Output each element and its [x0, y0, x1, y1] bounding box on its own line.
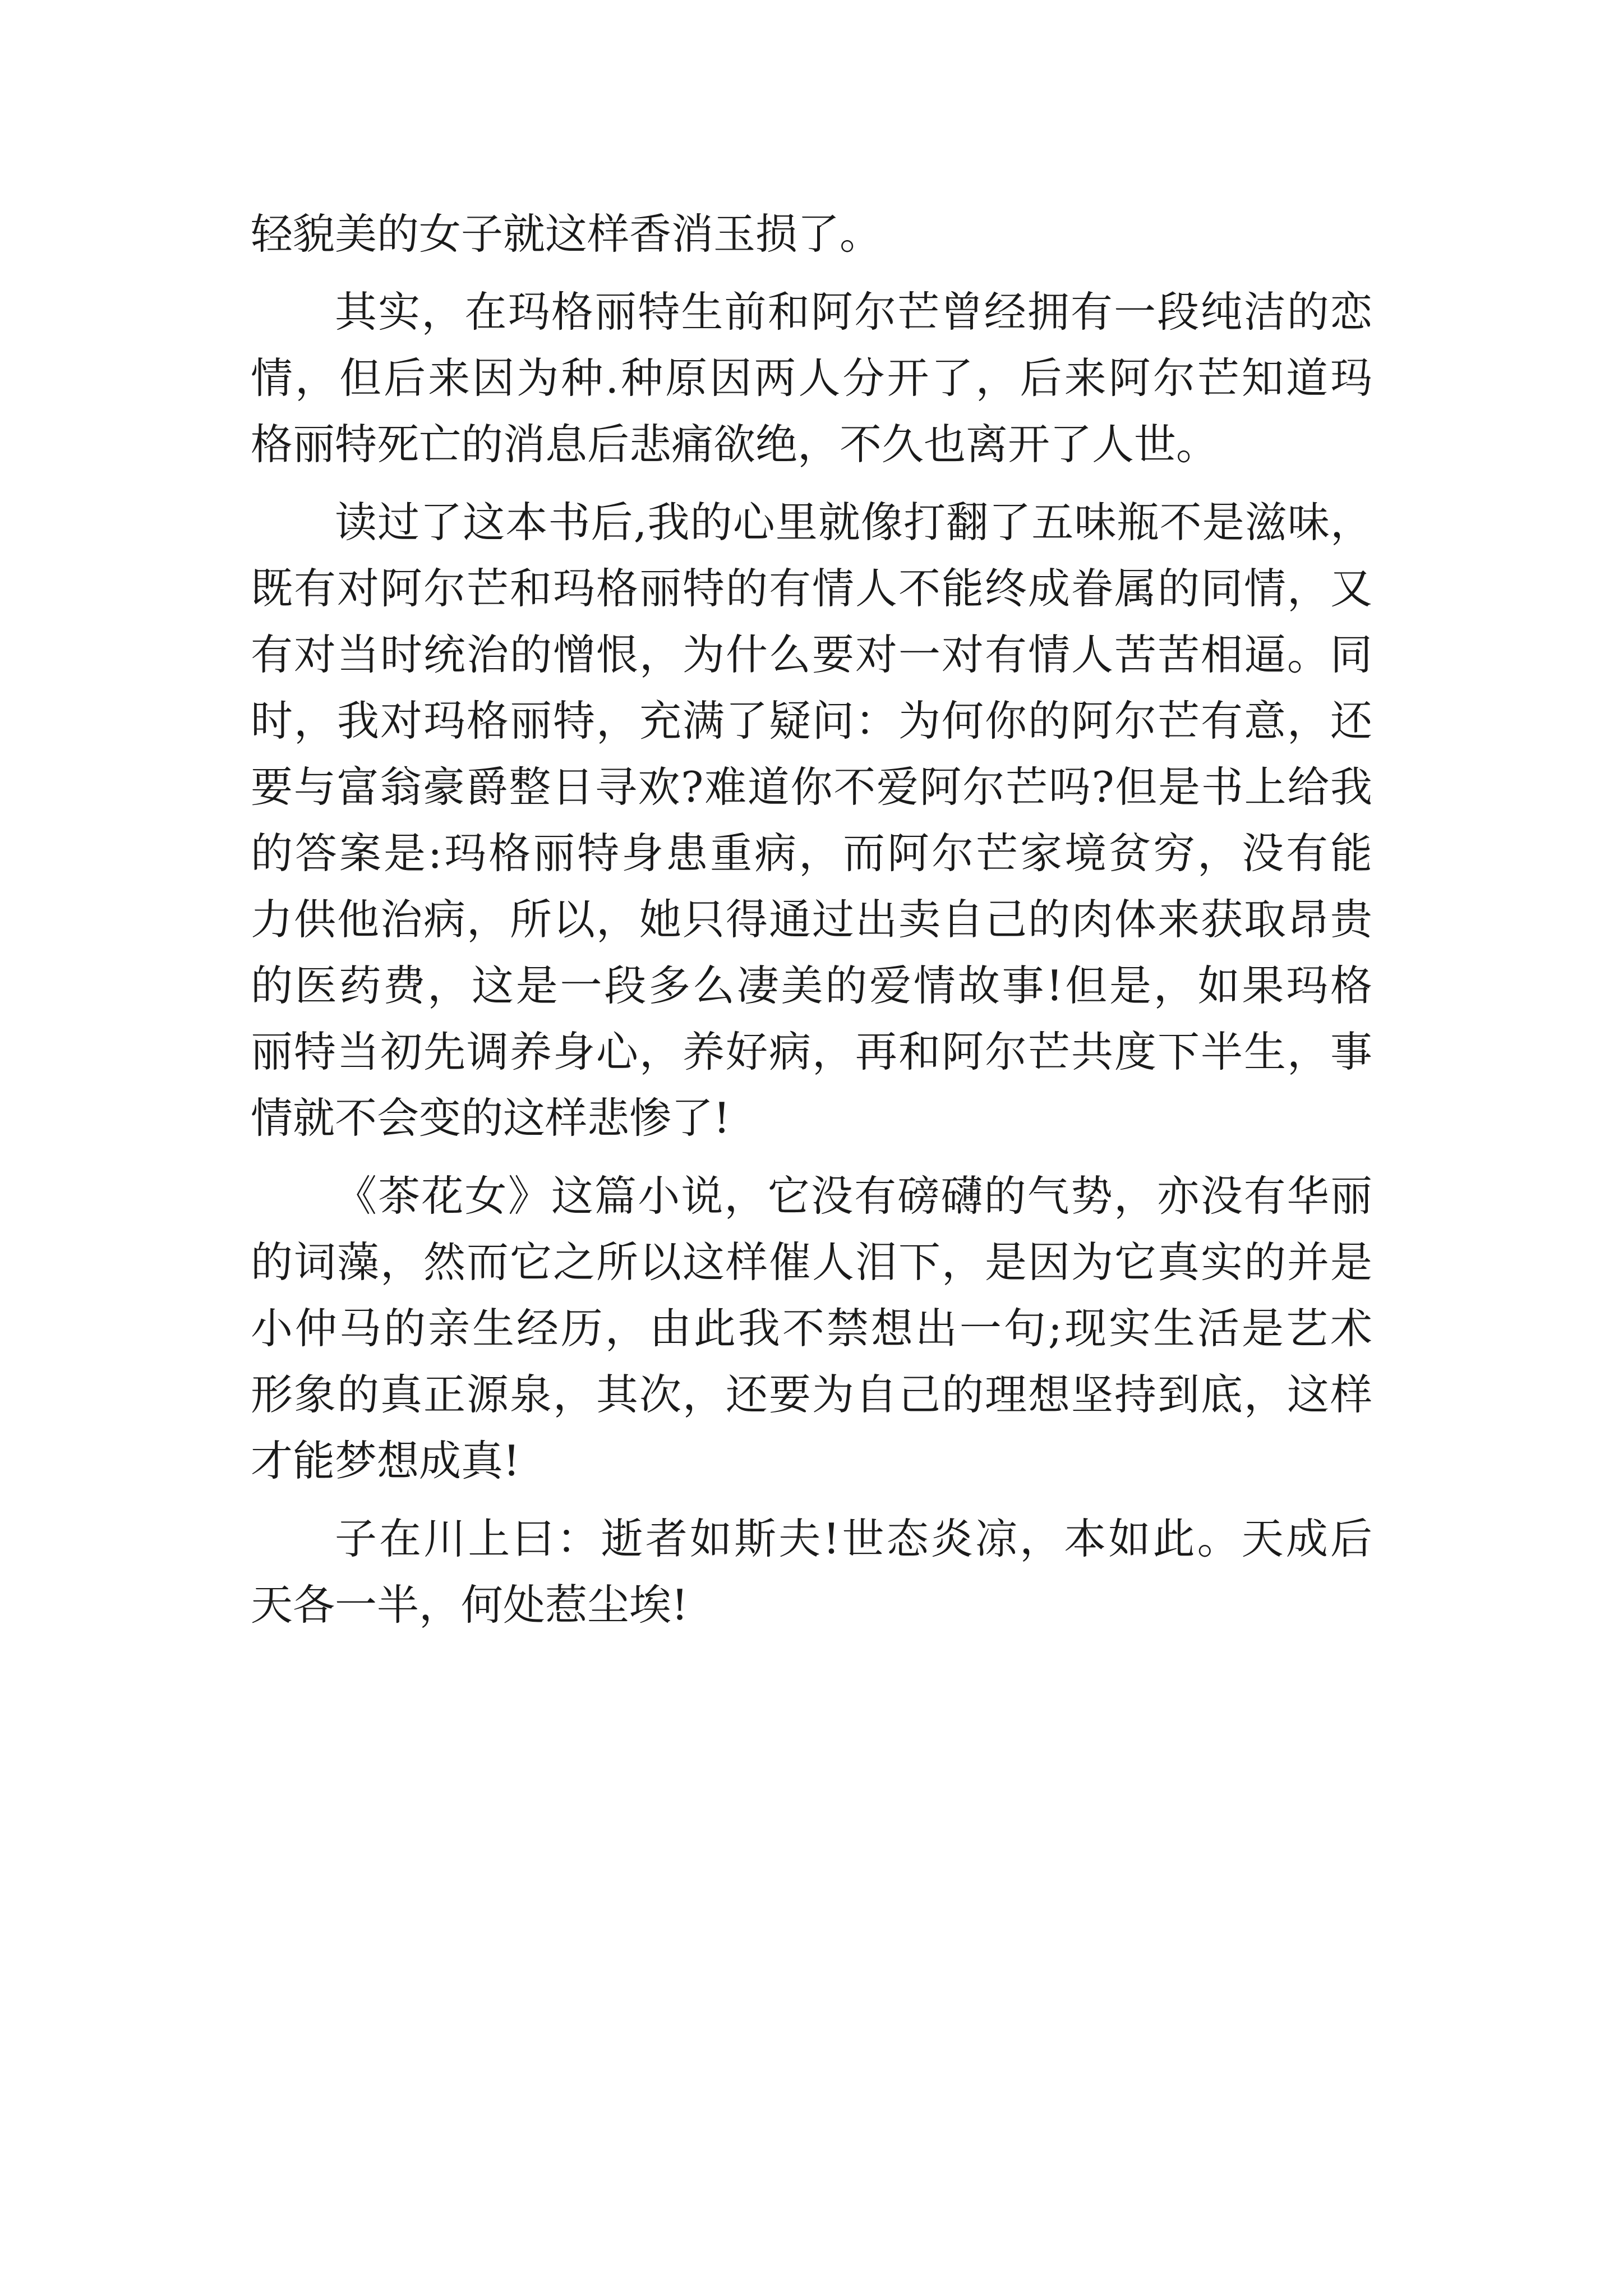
text-line: 才能梦想成真! [251, 1436, 520, 1485]
text-line: 《茶花女》这篇小说，它没有磅礴的气势，亦没有华丽 [335, 1171, 1372, 1221]
text-line: 读过了这本书后,我的心里就像打翻了五味瓶不是滋味， [335, 498, 1372, 547]
paragraph [251, 1163, 1372, 1494]
text-line: 力供他治病，所以，她只得通过出卖自己的肉体来获取昂贵 [251, 895, 1372, 944]
document-body [251, 201, 1372, 1638]
paragraph [251, 1506, 1372, 1638]
text-line: 其实，在玛格丽特生前和阿尔芒曾经拥有一段纯洁的恋 [335, 287, 1372, 337]
text-line: 情，但后来因为种.种原因两人分开了，后来阿尔芒知道玛 [251, 353, 1372, 403]
text-line: 轻貌美的女子就这样香消玉损了。 [251, 209, 882, 259]
text-line: 子在川上曰：逝者如斯夫!世态炎凉，本如此。天成后 [335, 1514, 1372, 1563]
text-line: 格丽特死亡的消息后悲痛欲绝，不久也离开了人世。 [251, 420, 1219, 469]
text-line: 的词藻，然而它之所以这样催人泪下，是因为它真实的并是 [251, 1237, 1372, 1287]
text-line: 丽特当初先调养身心，养好病，再和阿尔芒共度下半生，事 [251, 1027, 1372, 1076]
text-line: 情就不会变的这样悲惨了! [251, 1093, 731, 1143]
text-line: 的医药费，这是一段多么凄美的爱情故事!但是，如果玛格 [251, 961, 1372, 1010]
text-line: 时，我对玛格丽特，充满了疑问：为何你的阿尔芒有意，还 [251, 696, 1372, 746]
text-line: 既有对阿尔芒和玛格丽特的有情人不能终成眷属的同情，又 [251, 564, 1372, 613]
text-line: 天各一半，何处惹尘埃! [251, 1580, 689, 1630]
text-line: 有对当时统治的憎恨，为什么要对一对有情人苦苦相逼。同 [251, 630, 1372, 679]
text-line: 形象的真正源泉，其次，还要为自己的理想坚持到底，这样 [251, 1370, 1372, 1419]
paragraph [251, 279, 1372, 477]
paragraph [251, 201, 1372, 267]
paragraph [251, 489, 1372, 1151]
text-line: 的答案是:玛格丽特身患重病，而阿尔芒家境贫穷，没有能 [251, 829, 1372, 878]
text-line: 要与富翁豪爵整日寻欢?难道你不爱阿尔芒吗?但是书上给我 [251, 762, 1372, 812]
text-line: 小仲马的亲生经历，由此我不禁想出一句;现实生活是艺术 [251, 1304, 1372, 1353]
